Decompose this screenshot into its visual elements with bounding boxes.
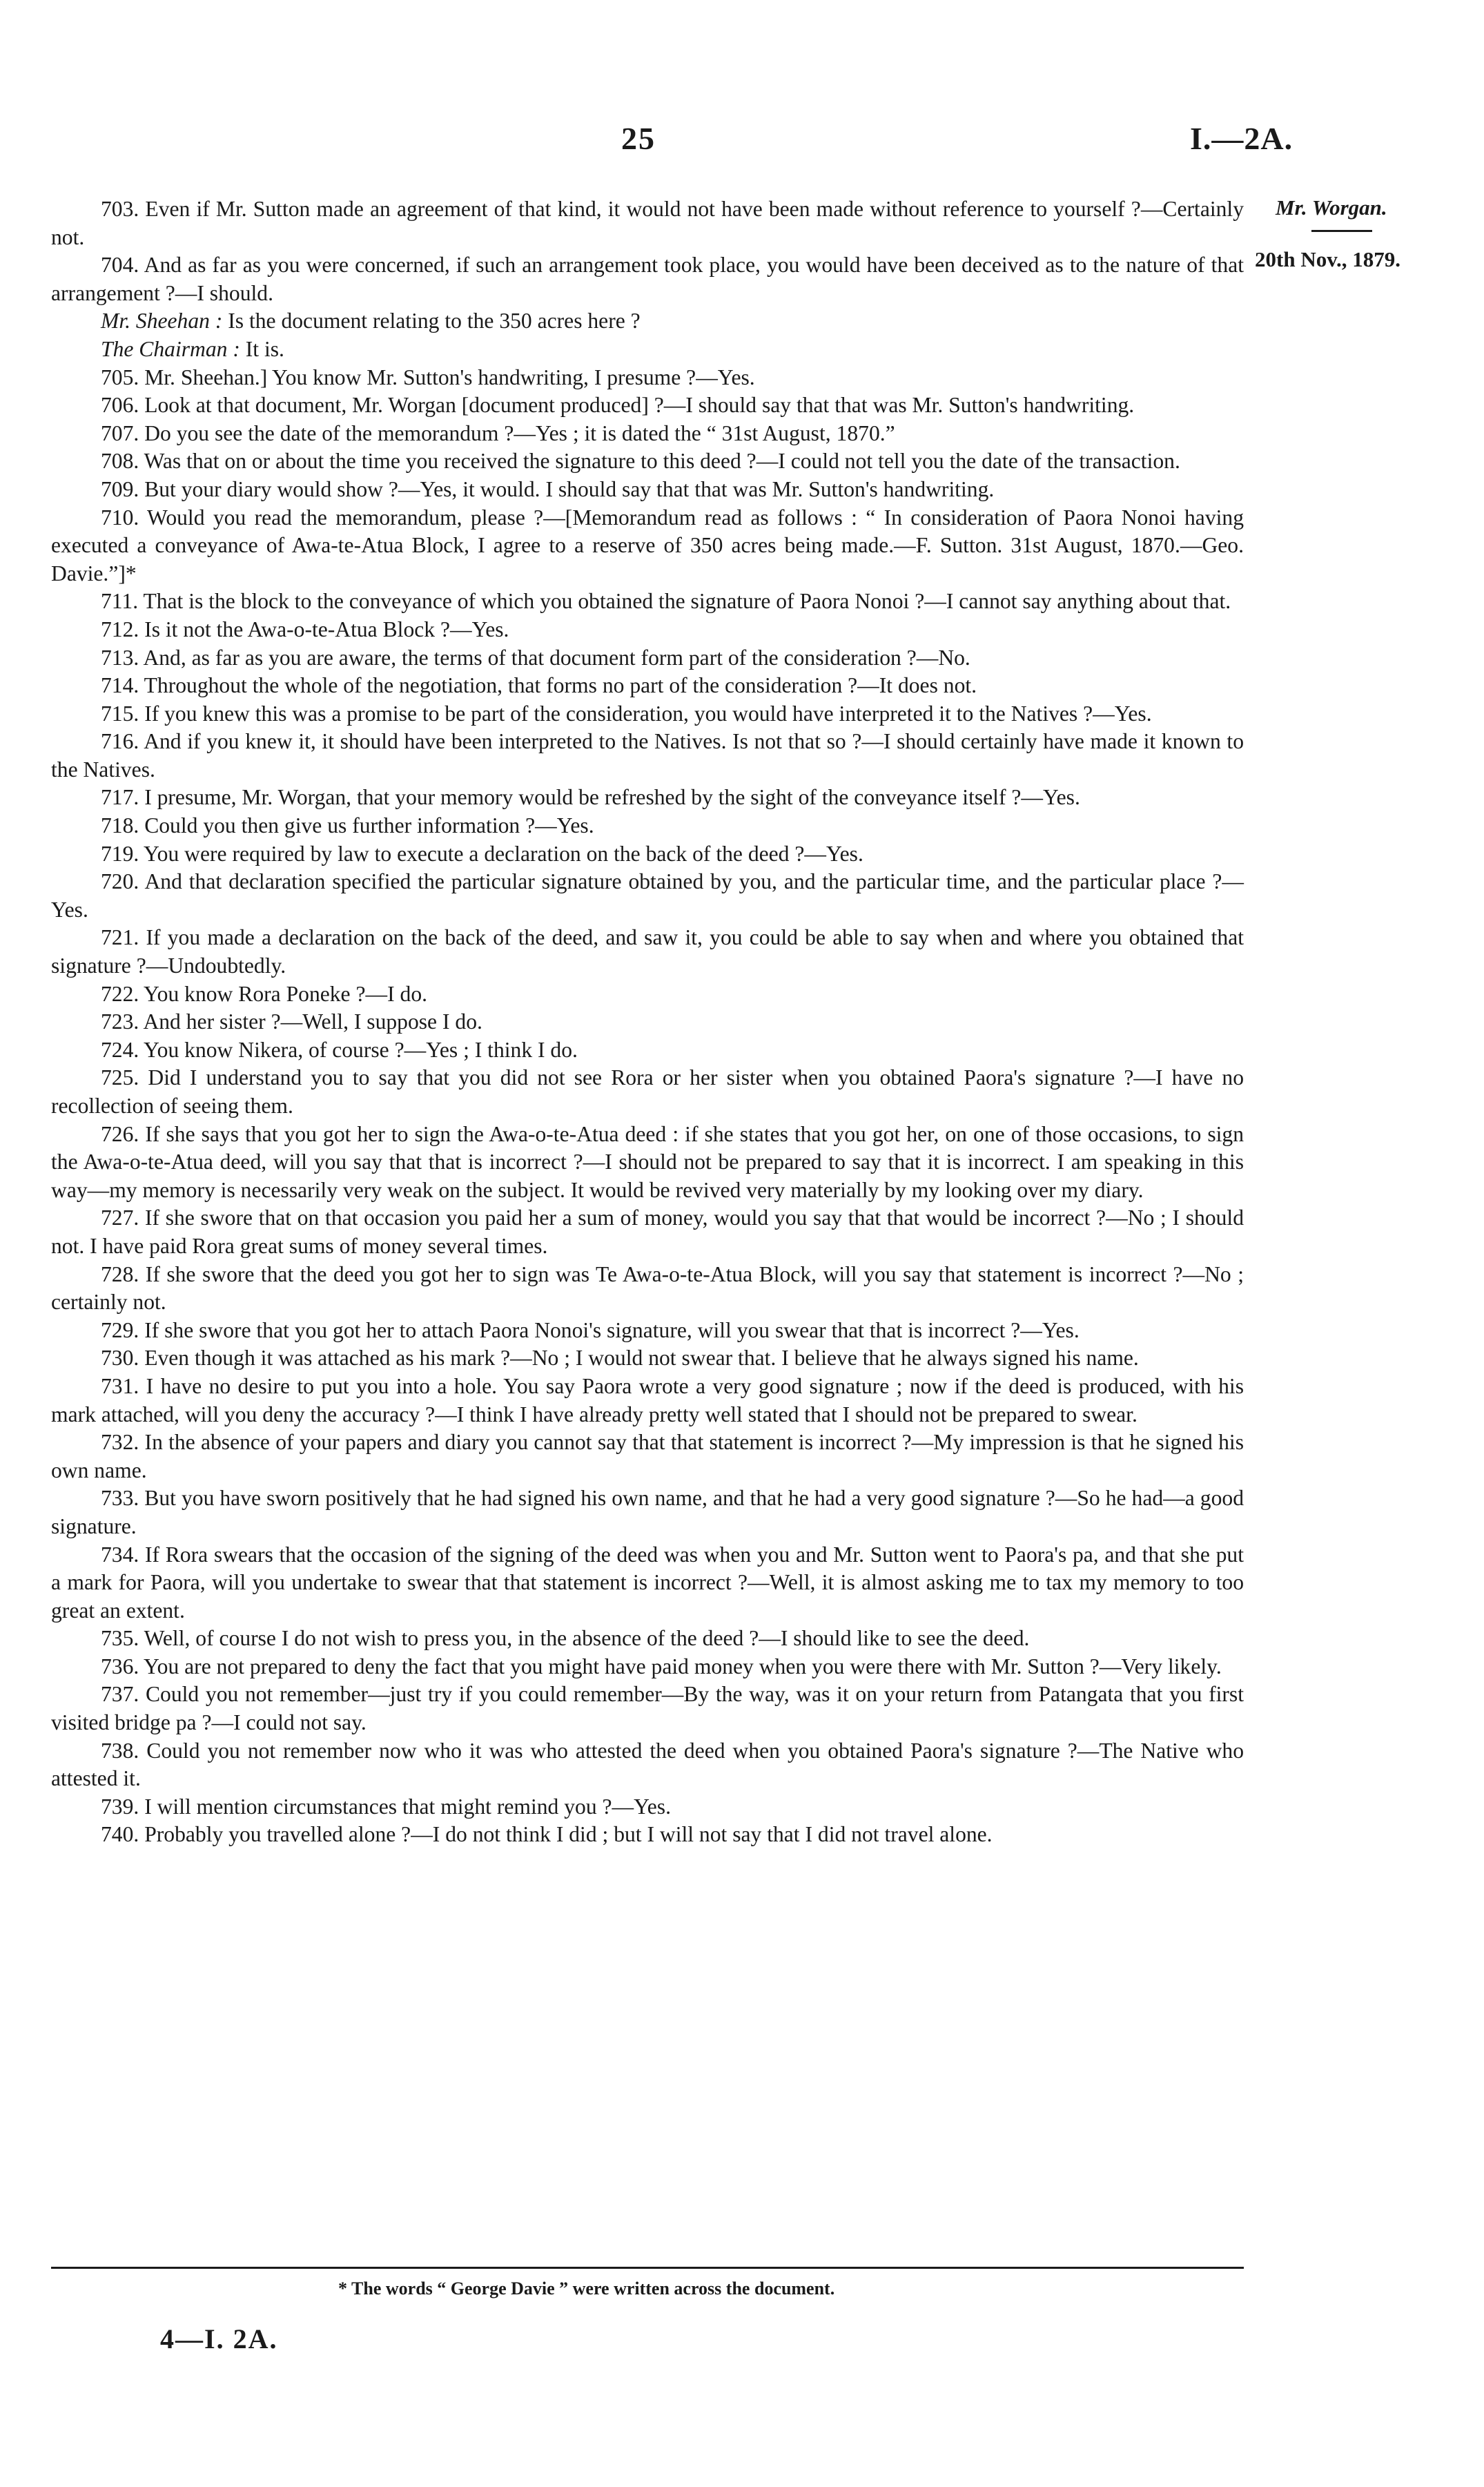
paragraph: 740. Probably you travelled alone ?—I do not think I did ; but I will not say that I did not travel alone. [101,1822,993,1847]
paragraph: 725. Did I understand you to say that you did not see Rora or her sister when you obtained Paora's signature ?—I have no recollection of seeing them. [51,1065,1244,1118]
paragraph: 710. Would you read the memorandum, please ?—[Memorandum read as follows : “ In consideration of Paora Nonoi having executed a conveyance of Awa-te-Atua Block, I agree to a reserve of 350 acres being made.—F. Sutton. 31st August, 1870.—Geo. Davie.”]* [51,505,1244,586]
document-reference: I.—2A. [1190,121,1293,156]
witness-rule [1311,230,1372,232]
page-number: 25 [621,121,656,156]
paragraph: 732. In the absence of your papers and diary you cannot say that that statement is incorrect ?—My impression is that he signed his own name. [51,1430,1244,1482]
paragraph-text: Is the document relating to the 350 acres here ? [222,309,641,333]
paragraph: 707. Do you see the date of the memorandum ?—Yes ; it is dated the “ 31st August, 1870.” [101,420,895,445]
paragraph: 731. I have no desire to put you into a hole. You say Paora wrote a very good signature ; now if the deed is produced, with his mark attached, will you deny the accuracy ?—I think I have already pretty well stated that I should not be prepared to swear. [51,1373,1244,1426]
sheet-signature: 4—I. 2A. [160,2323,278,2354]
paragraph-text: It is. [240,336,284,361]
speaker: The Chairman : [101,336,240,361]
paragraph: 713. And, as far as you are aware, the terms of that document form part of the consideration ?—No. [101,645,970,670]
paragraph: 709. But your diary would show ?—Yes, it would. I should say that that was Mr. Sutton's handwriting. [101,476,995,501]
paragraph: 724. You know Nikera, of course ?—Yes ; I think I do. [101,1037,578,1062]
paragraph: 704. And as far as you were concerned, if such an arrangement took place, you would have been deceived as to the nature of that arrangement ?—I should. [51,253,1244,305]
paragraph: 711. That is the block to the conveyance of which you obtained the signature of Paora Nonoi ?—I cannot say anything about that. [101,589,1231,614]
paragraph: 735. Well, of course I do not wish to press you, in the absence of the deed ?—I should like to see the deed. [101,1626,1030,1651]
paragraph: 733. But you have sworn positively that he had signed his own name, and that he had a very good signature ?—So he had—a good signature. [51,1486,1244,1538]
paragraph: 734. If Rora swears that the occasion of the signing of the deed was when you and Mr. Sutton went to Paora's pa, and that she put a mark for Paora, will you undertake to swear that that statement is incorrect ?—Well, it is almost asking me to tax my memory to too great an extent. [51,1542,1244,1623]
paragraph: 738. Could you not remember now who it was who attested the deed when you obtained Paora's signature ?—The Native who attested it. [51,1738,1244,1791]
paragraph: 723. And her sister ?—Well, I suppose I do. [101,1009,482,1034]
paragraph [51,336,1244,364]
paragraph: 726. If she says that you got her to sign the Awa-o-te-Atua deed : if she states that you got her, on one of those occasions, to sign the Awa-o-te-Atua deed, will you say that that is incorrect ?—I should not be prepared to say that it is incorrect. I am speaking in this way—my memory is necessarily very weak on the subject. It would be revived very materially by my looking over my diary. [51,1121,1244,1202]
paragraph: 703. Even if Mr. Sutton made an agreement of that kind, it would not have been made without reference to yourself ?—Certainly not. [51,197,1244,249]
footnote-divider [51,2267,1244,2269]
paragraph: 720. And that declaration specified the particular signature obtained by you, and the particular time, and the particular place ?—Yes. [51,869,1244,922]
paragraph [51,307,1244,336]
paragraph: 737. Could you not remember—just try if you could remember—By the way, was it on your return from Patangata that you first visited bridge pa ?—I could not say. [51,1682,1244,1735]
paragraph: 721. If you made a declaration on the back of the deed, and saw it, you could be able to say when and where you obtained that signature ?—Undoubtedly. [51,925,1244,978]
paragraph: 708. Was that on or about the time you received the signature to this deed ?—I could not tell you the date of the transaction. [101,449,1180,474]
paragraph: 739. I will mention circumstances that might remind you ?—Yes. [101,1794,672,1819]
paragraph: 715. If you knew this was a promise to be part of the consideration, you would have interpreted it to the Natives ?—Yes. [101,701,1152,726]
paragraph: 727. If she swore that on that occasion you paid her a sum of money, would you say that that would be incorrect ?—No ; I should not. I have paid Rora great sums of money several times. [51,1206,1244,1258]
paragraph: 716. And if you knew it, it should have been interpreted to the Natives. Is not that so ?—I should certainly have made it known to the Natives. [51,729,1244,782]
paragraph: 722. You know Rora Poneke ?—I do. [101,981,428,1006]
speaker: Mr. Sheehan : [101,309,223,333]
witness-name: Mr. Worgan. [1276,195,1387,220]
evidence-body [51,195,1244,1849]
paragraph: 718. Could you then give us further information ?—Yes. [101,813,594,838]
sitting-date: 20th Nov., 1879. [1255,247,1400,271]
paragraph: 705. Mr. Sheehan.] You know Mr. Sutton's handwriting, I presume ?—Yes. [101,365,755,389]
paragraph: 729. If she swore that you got her to attach Paora Nonoi's signature, will you swear that that is incorrect ?—Yes. [101,1317,1080,1342]
paragraph: 719. You were required by law to execute a declaration on the back of the deed ?—Yes. [101,841,863,866]
paragraph: 730. Even though it was attached as his mark ?—No ; I would not swear that. I believe that he always signed his name. [101,1346,1139,1371]
paragraph: 717. I presume, Mr. Worgan, that your memory would be refreshed by the sight of the conveyance itself ?—Yes. [101,785,1080,810]
footnote: * The words “ George Davie ” were written across the document. [338,2278,835,2299]
paragraph: 736. You are not prepared to deny the fact that you might have paid money when you were there with Mr. Sutton ?—Very likely. [101,1654,1222,1678]
paragraph: 714. Throughout the whole of the negotiation, that forms no part of the consideration ?—It does not. [101,673,977,698]
paragraph: 706. Look at that document, Mr. Worgan [document produced] ?—I should say that that was Mr. Sutton's handwriting. [101,393,1135,418]
paragraph: 712. Is it not the Awa-o-te-Atua Block ?—Yes. [101,617,509,641]
paragraph: 728. If she swore that the deed you got her to sign was Te Awa-o-te-Atua Block, will you say that statement is incorrect ?—No ; certainly not. [51,1261,1244,1315]
